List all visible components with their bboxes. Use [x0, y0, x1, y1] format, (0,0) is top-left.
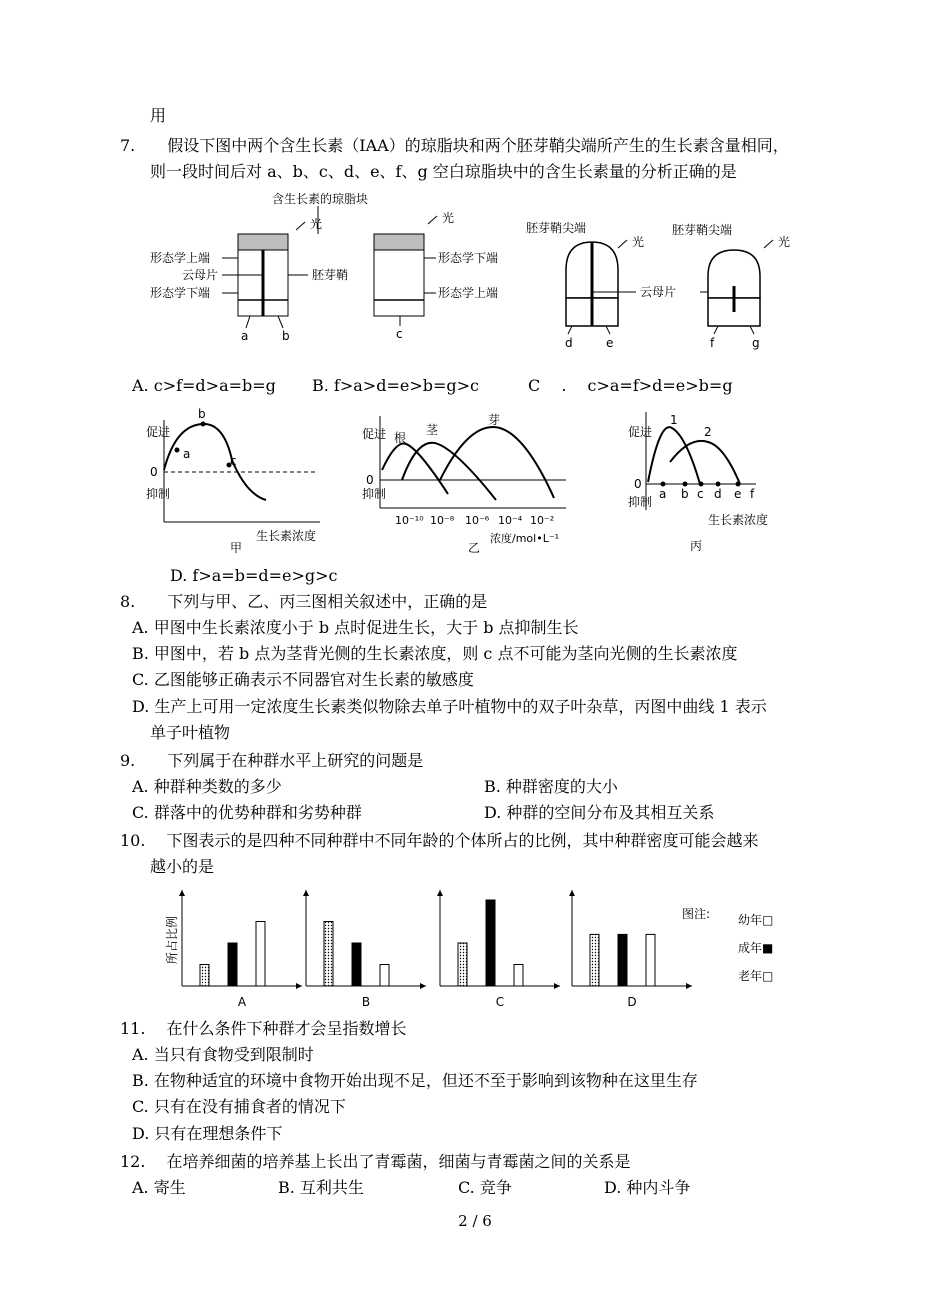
- chart-y-label: 所占比例: [165, 915, 179, 965]
- jia-pt-c: c: [230, 454, 237, 468]
- mica-label-2: 云母片: [640, 285, 677, 299]
- q8-option-d-cont: 单子叶植物: [150, 723, 231, 742]
- category-label-D: D: [627, 995, 637, 1009]
- yi-inhibit: 抑制: [362, 487, 387, 501]
- bar-D-1: [618, 934, 627, 986]
- yi-tick-1: 10⁻¹⁰: [395, 514, 424, 527]
- bing-inhibit: 抑制: [628, 495, 653, 509]
- bing-title: 丙: [690, 539, 703, 553]
- label-e: e: [606, 336, 614, 350]
- yi-tick-2: 10⁻⁸: [430, 514, 455, 527]
- q12-option-d[interactable]: D. 种内斗争: [604, 1178, 691, 1197]
- bar-D-0: [590, 934, 599, 986]
- q7-option-a[interactable]: A. c>f=d>a=b=g: [132, 376, 276, 395]
- q11-option-b[interactable]: B. 在物种适宜的环境中食物开始出现不足，但还不至于影响到该物种在这里生存: [132, 1071, 698, 1090]
- q8-stem: 8. 下列与甲、乙、丙三图相关叙述中，正确的是: [120, 592, 488, 611]
- label-coleoptile: 胚芽鞘: [312, 268, 349, 282]
- q7-option-d[interactable]: D. f>a=b=d=e>g>c: [170, 566, 338, 585]
- jia-title: 甲: [230, 541, 243, 555]
- label-upper: 形态学上端: [150, 251, 211, 265]
- q9-option-a[interactable]: A. 种群种类数的多少: [132, 777, 282, 796]
- bar-A-2: [256, 922, 265, 987]
- legend-title: 图注:: [682, 907, 711, 921]
- jia-inhibit: 抑制: [146, 487, 171, 501]
- label-g: g: [752, 336, 760, 350]
- q8-option-d[interactable]: D. 生产上可用一定浓度生长素类似物除去单子叶植物中的双子叶杂草，丙图中曲线 1 表示: [132, 697, 767, 716]
- yi-xlabel: 浓度/mol•L⁻¹: [490, 532, 560, 545]
- bing-f: f: [750, 487, 755, 501]
- chart-x-arrow: [686, 983, 692, 989]
- light-4: 光: [778, 235, 791, 249]
- continued-text: 用: [150, 106, 167, 125]
- label-f: f: [710, 336, 715, 350]
- agar-label: 含生长素的琼脂块: [272, 192, 369, 206]
- q7-option-b[interactable]: B. f>a>d=e>b=g>c: [312, 376, 479, 395]
- q7-option-c[interactable]: C . c>a=f>d=e>b=g: [528, 376, 733, 395]
- q8-option-a[interactable]: A. 甲图中生长素浓度小于 b 点时促进生长，大于 b 点抑制生长: [132, 618, 579, 637]
- q12-option-b[interactable]: B. 互利共生: [278, 1178, 364, 1197]
- label-upper-2: 形态学上端: [438, 286, 499, 300]
- chart-x-arrow: [554, 983, 560, 989]
- bing-promote: 促进: [628, 425, 653, 439]
- bar-C-1: [486, 900, 495, 986]
- bar-D-2: [646, 934, 655, 986]
- q10-stem-2: 越小的是: [150, 857, 215, 876]
- label-d: d: [565, 336, 573, 350]
- q11-option-a[interactable]: A. 当只有食物受到限制时: [132, 1045, 314, 1064]
- jia-xlabel: 生长素浓度: [256, 529, 317, 543]
- label-lower: 形态学下端: [150, 286, 211, 300]
- q7-stem-1: 7. 假设下图中两个含生长素（IAA）的琼脂块和两个胚芽鞘尖端所产生的生长素含量相同，: [120, 136, 789, 155]
- bing-2: 2: [704, 425, 712, 439]
- bing-zero: 0: [634, 477, 642, 491]
- q11-option-c[interactable]: C. 只有在没有捕食者的情况下: [132, 1097, 346, 1116]
- bar-B-2: [380, 965, 389, 987]
- label-c: c: [396, 327, 403, 341]
- jia-promote: 促进: [146, 425, 171, 439]
- bar-C-2: [514, 965, 523, 987]
- bing-b: b: [681, 487, 689, 501]
- bing-e: e: [734, 487, 742, 501]
- q9-option-b[interactable]: B. 种群密度的大小: [484, 777, 618, 796]
- bing-d: d: [714, 487, 722, 501]
- yi-tick-5: 10⁻²: [530, 514, 555, 527]
- bing-c: c: [697, 487, 704, 501]
- bar-A-0: [200, 965, 209, 987]
- bing-xlabel: 生长素浓度: [708, 513, 769, 527]
- yi-tick-4: 10⁻⁴: [498, 514, 523, 527]
- yi-stem: 茎: [426, 423, 439, 437]
- yi-root: 根: [394, 431, 407, 445]
- category-label-B: B: [361, 995, 371, 1009]
- q9-option-d[interactable]: D. 种群的空间分布及其相互关系: [484, 803, 715, 822]
- bar-B-1: [352, 943, 361, 986]
- jia-pt-b: b: [198, 407, 206, 421]
- light-2: 光: [442, 211, 455, 225]
- tip-label-2: 胚芽鞘尖端: [672, 223, 733, 237]
- legend-item-2: 老年□: [738, 969, 774, 983]
- jia-zero: 0: [150, 465, 158, 479]
- chart-x-arrow: [420, 983, 426, 989]
- label-mica: 云母片: [182, 268, 219, 282]
- yi-zero: 0: [366, 473, 374, 487]
- page-number: 2 / 6: [458, 1212, 492, 1230]
- label-b: b: [282, 329, 290, 343]
- q7-stem-2: 则一段时间后对 a、b、c、d、e、f、g 空白琼脂块中的含生长素量的分析正确的是: [150, 162, 737, 181]
- q9-option-c[interactable]: C. 群落中的优势种群和劣势种群: [132, 803, 362, 822]
- category-label-A: A: [237, 995, 247, 1009]
- yi-tick-3: 10⁻⁶: [465, 514, 490, 527]
- q12-stem: 12. 在培养细菌的培养基上长出了青霉菌，细菌与青霉菌之间的关系是: [120, 1152, 631, 1171]
- bing-1: 1: [670, 413, 678, 427]
- q12-option-c[interactable]: C. 竞争: [458, 1178, 512, 1197]
- light-1: 光: [310, 217, 323, 231]
- yi-title: 乙: [468, 541, 481, 555]
- bing-a: a: [659, 487, 667, 501]
- q9-stem: 9. 下列属于在种群水平上研究的问题是: [120, 751, 424, 770]
- light-3: 光: [632, 235, 645, 249]
- q12-option-a[interactable]: A. 寄生: [132, 1178, 186, 1197]
- yi-bud: 芽: [488, 413, 501, 427]
- bar-B-0: [324, 922, 333, 987]
- label-lower-2: 形态学下端: [438, 251, 499, 265]
- label-a: a: [241, 329, 249, 343]
- bar-C-0: [458, 943, 467, 986]
- category-label-C: C: [495, 995, 505, 1009]
- chart-y-arrow: [303, 890, 309, 896]
- chart-x-arrow: [296, 983, 302, 989]
- bar-A-1: [228, 943, 237, 986]
- legend-item-1: 成年■: [738, 941, 774, 955]
- chart-y-arrow: [179, 890, 185, 896]
- q10-stem-1: 10. 下图表示的是四种不同种群中不同年龄的个体所占的比例，其中种群密度可能会越来: [120, 831, 759, 850]
- legend-item-0: 幼年□: [738, 913, 774, 927]
- q11-option-d[interactable]: D. 只有在理想条件下: [132, 1124, 283, 1143]
- q8-option-c[interactable]: C. 乙图能够正确表示不同器官对生长素的敏感度: [132, 670, 474, 689]
- chart-y-arrow: [437, 890, 443, 896]
- q8-option-b[interactable]: B. 甲图中，若 b 点为茎背光侧的生长素浓度，则 c 点不可能为茎向光侧的生长素浓度: [132, 644, 738, 663]
- jia-pt-a: a: [183, 447, 191, 461]
- yi-promote: 促进: [362, 427, 387, 441]
- q11-stem: 11. 在什么条件下种群才会呈指数增长: [120, 1019, 407, 1038]
- tip-label-1: 胚芽鞘尖端: [526, 221, 587, 235]
- chart-y-arrow: [569, 890, 575, 896]
